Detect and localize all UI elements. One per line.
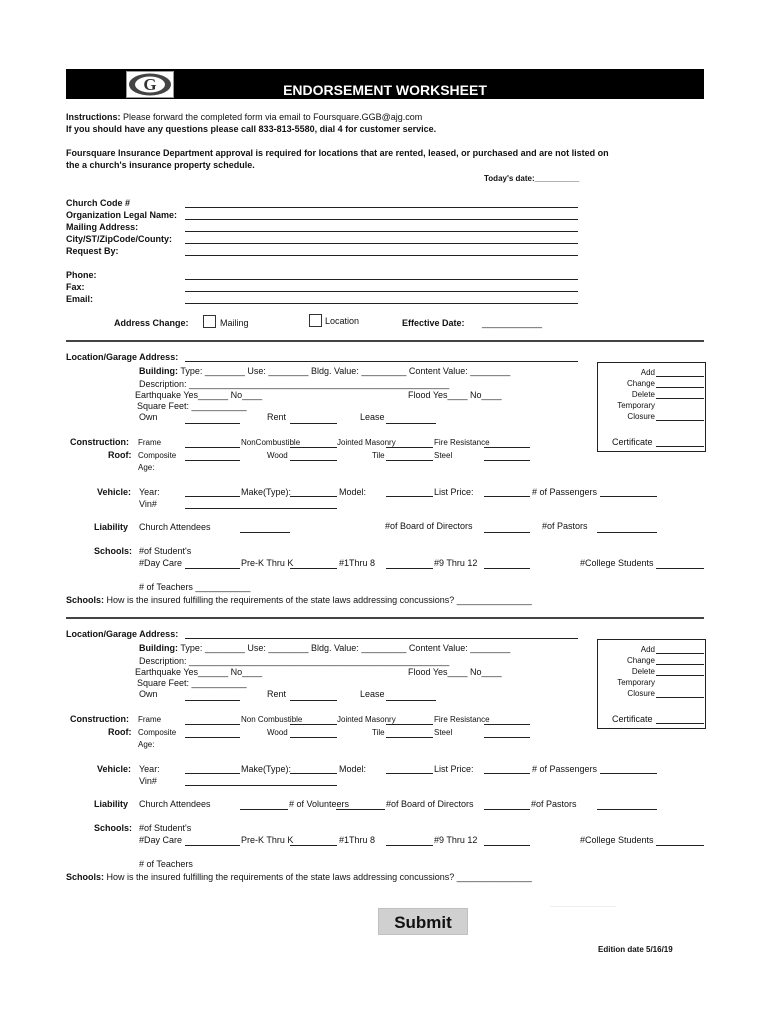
loc1-list-price-field[interactable] — [484, 496, 530, 497]
loc2-change-type-box — [597, 639, 706, 729]
loc2-college-label: #College Students — [580, 835, 654, 845]
loc1-noncomb-label: NonCombustible — [241, 438, 301, 447]
loc2-fire-field[interactable] — [484, 724, 530, 725]
loc1-jointed-label: Jointed Masonry — [337, 438, 396, 447]
loc1-temporary-label: Temporary — [617, 401, 655, 410]
email-label: Email: — [66, 294, 94, 304]
section-divider-1 — [66, 340, 704, 342]
loc1-pastors-field[interactable] — [597, 532, 657, 533]
loc1-age-label: Age: — [138, 463, 155, 472]
loc2-board-field[interactable] — [484, 809, 530, 810]
loc2-add-label: Add — [640, 645, 655, 654]
loc2-sqft[interactable]: Square Feet: ___________ — [137, 678, 247, 688]
loc1-daycare-field[interactable] — [185, 568, 240, 569]
loc2-list-price-field[interactable] — [484, 773, 530, 774]
loc2-jointed-field[interactable] — [386, 724, 433, 725]
loc2-building-fields[interactable]: Type: ________ Use: ________ Bldg. Value: _________ Content Value: ________ — [180, 643, 511, 653]
loc1-composite-label: Composite — [138, 451, 177, 460]
loc1-tile-field[interactable] — [386, 460, 433, 461]
loc2-year-field[interactable] — [185, 773, 240, 774]
loc2-construction-label: Construction: — [70, 714, 129, 724]
mailing-checkbox[interactable] — [203, 315, 216, 328]
loc1-wood-label: Wood — [267, 451, 288, 460]
loc2-year-label: Year: — [139, 764, 160, 774]
loc1-vin-label: Vin# — [139, 499, 157, 509]
loc2-liability-label: Liability — [94, 799, 129, 809]
loc2-g9-label: #9 Thru 12 — [434, 835, 478, 845]
loc1-model-field[interactable] — [386, 496, 433, 497]
loc1-students-label: #of Student's — [139, 546, 192, 556]
todays-date[interactable]: Today's date:__________ — [484, 174, 580, 183]
instructions-text: Please forward the completed form via email to Foursquare.GGB@ajg.com — [123, 112, 423, 122]
loc1-jointed-field[interactable] — [386, 447, 433, 448]
loc2-certificate-label: Certificate — [612, 714, 653, 724]
location-checkbox[interactable] — [309, 314, 322, 327]
loc2-composite-label: Composite — [138, 728, 177, 737]
loc1-delete-label: Delete — [631, 390, 655, 399]
loc1-attendees-label: Church Attendees — [139, 522, 211, 532]
loc2-change-label: Change — [626, 656, 655, 665]
loc1-board-label: #of Board of Directors — [385, 521, 473, 531]
loc1-prek-field[interactable] — [290, 568, 337, 569]
loc2-steel-field[interactable] — [484, 737, 530, 738]
loc1-own-field[interactable] — [185, 423, 240, 424]
loc1-flood[interactable]: Flood Yes____ No____ — [408, 390, 502, 400]
loc1-noncomb-field[interactable] — [290, 447, 337, 448]
loc1-add-label: Add — [640, 368, 655, 377]
loc2-roof-label: Roof: — [108, 727, 132, 737]
loc1-concussion-row — [66, 595, 532, 605]
loc2-tile-field[interactable] — [386, 737, 433, 738]
loc2-own-label: Own — [139, 689, 158, 699]
logo-icon — [127, 72, 173, 97]
loc1-certificate-label: Certificate — [612, 437, 653, 447]
loc1-title: Location/Garage Address: — [66, 352, 179, 362]
loc2-g1-field[interactable] — [386, 845, 433, 846]
loc1-building-label: Building: — [139, 366, 178, 376]
loc2-volunteers-field[interactable] — [336, 809, 385, 810]
loc1-vin-field[interactable] — [185, 508, 337, 509]
loc2-prek-field[interactable] — [290, 845, 337, 846]
loc2-composite-field[interactable] — [185, 737, 240, 738]
loc2-board-label: #of Board of Directors — [386, 799, 474, 809]
loc2-daycare-label: #Day Care — [139, 835, 183, 845]
loc1-change-label: Change — [626, 379, 655, 388]
loc1-g9-field[interactable] — [484, 568, 530, 569]
fax-field[interactable] — [185, 291, 578, 292]
loc2-temporary-label: Temporary — [617, 678, 655, 687]
loc1-rent-field[interactable] — [290, 423, 337, 424]
loc1-passengers-field[interactable] — [600, 496, 657, 497]
loc2-noncomb-field[interactable] — [290, 724, 337, 725]
request-by-field[interactable] — [185, 255, 578, 256]
loc2-teachers-label: # of Teachers — [139, 859, 193, 869]
loc1-fire-label: Fire Resistance — [434, 438, 490, 447]
loc2-list-price-label: List Price: — [434, 764, 474, 774]
loc1-frame-field[interactable] — [185, 447, 240, 448]
loc2-pastors-label: #of Pastors — [531, 799, 577, 809]
location-checkbox-label: Location — [325, 316, 360, 326]
mailing-checkbox-label: Mailing — [220, 318, 249, 328]
loc1-pastors-label: #of Pastors — [542, 521, 588, 531]
loc1-attendees-field[interactable] — [240, 532, 290, 533]
loc1-sqft[interactable]: Square Feet: ___________ — [137, 401, 247, 411]
request-by-label: Request By: — [66, 246, 119, 256]
loc2-lease-field[interactable] — [386, 700, 436, 701]
loc2-frame-label: Frame — [138, 715, 162, 724]
loc2-model-field[interactable] — [386, 773, 433, 774]
loc1-daycare-label: #Day Care — [139, 558, 183, 568]
loc2-fire-label: Fire Resistance — [434, 715, 490, 724]
loc1-g1-label: #1Thru 8 — [339, 558, 376, 568]
loc2-lease-label: Lease — [360, 689, 385, 699]
loc2-g9-field[interactable] — [484, 845, 530, 846]
approval-note-1: Foursquare Insurance Department approval is required for locations that are rented, leased, or purchased and are not listed on — [66, 148, 609, 158]
loc2-address-field[interactable] — [185, 638, 578, 639]
loc2-g1-label: #1Thru 8 — [339, 835, 376, 845]
church-code-label: Church Code # — [66, 198, 131, 208]
loc1-year-field[interactable] — [185, 496, 240, 497]
effective-date-label: Effective Date: — [402, 318, 465, 328]
loc2-frame-field[interactable] — [185, 724, 240, 725]
loc1-tile-label: Tile — [372, 451, 385, 460]
loc2-jointed-label: Jointed Masonry — [337, 715, 396, 724]
loc2-vin-field[interactable] — [185, 785, 337, 786]
loc1-wood-field[interactable] — [290, 460, 337, 461]
section-divider-2 — [66, 617, 704, 619]
city-label: City/ST/ZipCode/County: — [66, 234, 172, 244]
loc2-own-field[interactable] — [185, 700, 240, 701]
loc2-attendees-label: Church Attendees — [139, 799, 211, 809]
loc1-schools2-label: Schools: — [66, 595, 105, 605]
company-logo — [126, 71, 174, 98]
loc1-address-field[interactable] — [185, 361, 578, 362]
loc1-building-row — [139, 366, 510, 376]
email-field[interactable] — [185, 303, 578, 304]
loc2-college-field[interactable] — [656, 845, 704, 846]
loc1-g1-field[interactable] — [386, 568, 433, 569]
phone-label: Phone: — [66, 270, 97, 280]
loc1-make-label: Make(Type): — [241, 487, 292, 497]
address-change-label: Address Change: — [114, 318, 189, 328]
loc1-liability-label: Liability — [94, 522, 129, 532]
loc1-roof-label: Roof: — [108, 450, 132, 460]
loc1-concussion-field[interactable]: How is the insured fulfilling the requirements of the state laws addressing concussions? _______________ — [106, 595, 532, 605]
loc2-noncomb-label: Non Combustible — [241, 715, 303, 724]
mailing-address-label: Mailing Address: — [66, 222, 139, 232]
phone-field[interactable] — [185, 279, 578, 280]
fax-label: Fax: — [66, 282, 85, 292]
loc2-closure-label: Closure — [627, 689, 655, 698]
loc1-college-label: #College Students — [580, 558, 654, 568]
loc1-composite-field[interactable] — [185, 460, 240, 461]
loc2-description[interactable]: Description: ____________________________________________________ — [139, 656, 450, 666]
loc1-closure-label: Closure — [627, 412, 655, 421]
loc2-vehicle-label: Vehicle: — [97, 764, 132, 774]
loc2-flood[interactable]: Flood Yes____ No____ — [408, 667, 502, 677]
loc2-vin-label: Vin# — [139, 776, 157, 786]
loc2-delete-label: Delete — [631, 667, 655, 676]
loc2-wood-field[interactable] — [290, 737, 337, 738]
loc1-teachers[interactable]: # of Teachers ___________ — [139, 582, 251, 592]
loc2-students-label: #of Student's — [139, 823, 192, 833]
loc2-passengers-field[interactable] — [600, 773, 657, 774]
loc2-rent-label: Rent — [267, 689, 287, 699]
loc2-earthquake[interactable]: Earthquake Yes______ No____ — [135, 667, 263, 677]
loc2-model-label: Model: — [339, 764, 367, 774]
loc2-building-label: Building: — [139, 643, 178, 653]
loc2-daycare-field[interactable] — [185, 845, 240, 846]
loc1-steel-label: Steel — [434, 451, 453, 460]
loc1-own-label: Own — [139, 412, 158, 422]
loc2-title: Location/Garage Address: — [66, 629, 179, 639]
loc2-building-row — [139, 643, 510, 653]
approval-note-2: the a church's insurance property schedule. — [66, 160, 255, 170]
loc2-pastors-field[interactable] — [597, 809, 657, 810]
loc2-schools2-label: Schools: — [66, 872, 105, 882]
loc2-steel-label: Steel — [434, 728, 453, 737]
loc1-steel-field[interactable] — [484, 460, 530, 461]
loc1-passengers-label: # of Passengers — [532, 487, 598, 497]
logo-letter: G — [143, 75, 157, 94]
loc1-building-fields[interactable]: Type: ________ Use: ________ Bldg. Value: _________ Content Value: ________ — [180, 366, 511, 376]
loc2-concussion-field[interactable]: How is the insured fulfilling the requirements of the state laws addressing concussions? _______________ — [106, 872, 532, 882]
loc2-volunteers-label: # of Volunteers — [289, 799, 350, 809]
loc1-lease-label: Lease — [360, 412, 385, 422]
loc1-college-field[interactable] — [656, 568, 704, 569]
loc2-prek-label: Pre-K Thru K — [241, 835, 294, 845]
loc1-fire-field[interactable] — [484, 447, 530, 448]
loc1-board-field[interactable] — [484, 532, 530, 533]
loc1-earthquake[interactable]: Earthquake Yes______ No____ — [135, 390, 263, 400]
loc2-attendees-field[interactable] — [240, 809, 288, 810]
loc2-age-label: Age: — [138, 740, 155, 749]
loc1-year-label: Year: — [139, 487, 160, 497]
loc1-lease-field[interactable] — [386, 423, 436, 424]
loc2-passengers-label: # of Passengers — [532, 764, 598, 774]
instructions-label: Instructions: — [66, 112, 121, 122]
loc2-tile-label: Tile — [372, 728, 385, 737]
submit-button[interactable]: Submit — [378, 908, 468, 935]
effective-date-field[interactable]: ____________ — [482, 318, 543, 328]
page-title: ENDORSEMENT WORKSHEET — [283, 82, 487, 98]
instructions-line-2: If you should have any questions please call 833-813-5580, dial 4 for customer service. — [66, 124, 437, 134]
loc1-g9-label: #9 Thru 12 — [434, 558, 478, 568]
instructions-line-1 — [66, 112, 422, 122]
loc1-prek-label: Pre-K Thru K — [241, 558, 294, 568]
loc1-change-type-box — [597, 362, 706, 452]
loc2-wood-label: Wood — [267, 728, 288, 737]
loc1-frame-label: Frame — [138, 438, 162, 447]
loc2-make-field[interactable] — [290, 773, 337, 774]
loc1-make-field[interactable] — [290, 496, 337, 497]
org-name-label: Organization Legal Name: — [66, 210, 178, 220]
org-name-field[interactable] — [185, 219, 578, 220]
loc1-model-label: Model: — [339, 487, 367, 497]
city-field[interactable] — [185, 243, 578, 244]
loc2-schools-label: Schools: — [94, 823, 133, 833]
loc1-list-price-label: List Price: — [434, 487, 474, 497]
loc2-concussion-row — [66, 872, 532, 882]
church-code-field[interactable] — [185, 207, 578, 208]
faint-divider — [550, 906, 616, 907]
loc1-construction-label: Construction: — [70, 437, 129, 447]
loc1-rent-label: Rent — [267, 412, 287, 422]
edition-date: Edition date 5/16/19 — [598, 945, 673, 954]
loc1-description[interactable]: Description: ____________________________________________________ — [139, 379, 450, 389]
loc1-schools-label: Schools: — [94, 546, 133, 556]
mailing-address-field[interactable] — [185, 231, 578, 232]
loc2-rent-field[interactable] — [290, 700, 337, 701]
loc1-vehicle-label: Vehicle: — [97, 487, 132, 497]
loc2-make-label: Make(Type): — [241, 764, 292, 774]
